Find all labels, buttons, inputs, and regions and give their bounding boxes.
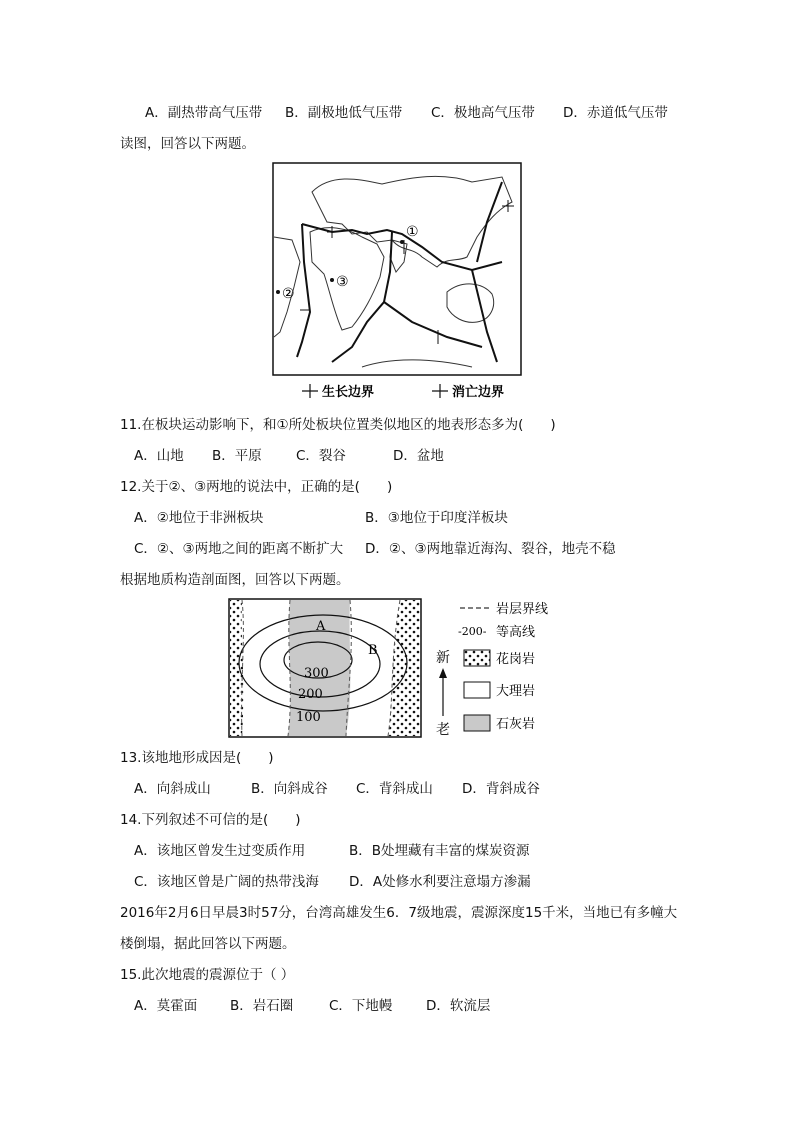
q11-option-b: B．平原 (212, 448, 262, 464)
geo-label-a: A (316, 619, 326, 634)
q10-option-c: C．极地高气压带 (431, 105, 535, 121)
q15-option-b: B．岩石圈 (230, 998, 294, 1014)
map-label-1: ① (406, 224, 419, 240)
plate-map-figure (272, 162, 524, 402)
geologic-section-figure (228, 598, 568, 740)
legend-contour: 等高线 (496, 625, 536, 640)
intro-map: 读图，回答以下两题。 (120, 136, 255, 152)
legend-limestone: 石灰岩 (496, 717, 536, 732)
q13-option-c: C．背斜成山 (356, 781, 433, 797)
legend-subduction-boundary: 消亡边界 (452, 385, 505, 400)
q12-option-a: A．②地位于非洲板块 (134, 510, 264, 526)
legend-rock-boundary: 岩层界线 (496, 602, 549, 617)
q15-option-a: A．莫霍面 (134, 998, 198, 1014)
q15-option-c: C．下地幔 (329, 998, 393, 1014)
q12-option-c: C．②、③两地之间的距离不断扩大 (134, 541, 344, 557)
q13-option-d: D．背斜成谷 (462, 781, 540, 797)
geo-label-b: B (368, 643, 378, 658)
q12-option-d: D．②、③两地靠近海沟、裂谷，地壳不稳 (365, 541, 616, 557)
q15-stem: 15.此次地震的震源位于（ ） (120, 967, 295, 983)
q10-option-b: B．副极地低气压带 (285, 105, 403, 121)
q11-option-d: D．盆地 (393, 448, 444, 464)
axis-old-label: 老 (436, 722, 450, 738)
map-label-2: ② (282, 286, 295, 302)
q13-stem: 13.该地地形成因是( ) (120, 750, 274, 766)
q13-option-b: B．向斜成谷 (251, 781, 328, 797)
contour-100-label: 100 (296, 710, 321, 725)
q11-stem: 11.在板块运动影响下，和①所处板块位置类似地区的地表形态多为( ) (120, 417, 556, 433)
q14-option-c: C．该地区曾是广阔的热带浅海 (134, 874, 319, 890)
q14-option-d: D．A处修水利要注意塌方渗漏 (349, 874, 531, 890)
q10-option-d: D．赤道低气压带 (563, 105, 668, 121)
q10-option-a: A．副热带高气压带 (145, 105, 263, 121)
legend-growth-boundary: 生长边界 (322, 385, 375, 400)
axis-new-label: 新 (436, 650, 450, 666)
contour-200-label: 200 (298, 687, 323, 702)
q14-option-a: A．该地区曾发生过变质作用 (134, 843, 306, 859)
q12-option-b: B．③地位于印度洋板块 (365, 510, 508, 526)
q11-option-c: C．裂谷 (296, 448, 346, 464)
legend-contour-symbol: -200- (458, 625, 487, 638)
legend-marble: 大理岩 (496, 684, 536, 699)
contour-300-label: 300 (304, 666, 329, 681)
q15-option-d: D．软流层 (426, 998, 491, 1014)
q11-option-a: A．山地 (134, 448, 184, 464)
legend-granite: 花岗岩 (496, 652, 536, 667)
q14-option-b: B．B处埋藏有丰富的煤炭资源 (349, 843, 530, 859)
intro-quake-line-2: 楼倒塌，据此回答以下两题。 (120, 936, 296, 952)
intro-geo: 根据地质构造剖面图，回答以下两题。 (120, 572, 350, 588)
map-label-3: ③ (336, 274, 349, 290)
q13-option-a: A．向斜成山 (134, 781, 211, 797)
q14-stem: 14.下列叙述不可信的是( ) (120, 812, 301, 828)
intro-quake-line-1: 2016年2月6日早晨3时57分，台湾高雄发生6．7级地震，震源深度15千米，当地已有多幢大 (120, 905, 678, 921)
q12-stem: 12.关于②、③两地的说法中，正确的是( ) (120, 479, 393, 495)
